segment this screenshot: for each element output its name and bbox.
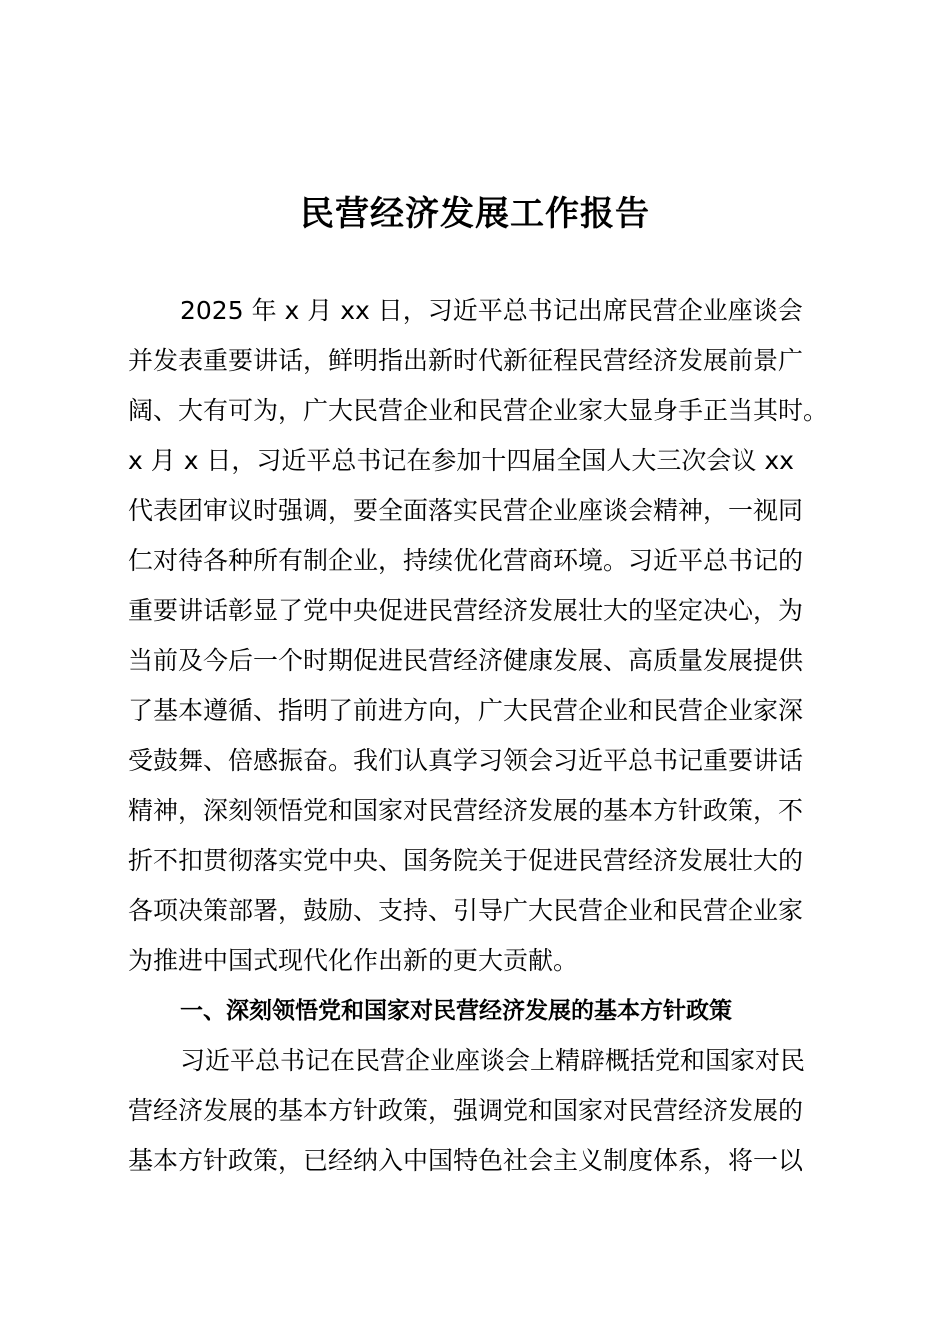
paragraph-line: 当前及今后一个时期促进民营经济健康发展、高质量发展提供 <box>128 646 804 675</box>
paragraph-line: 了基本遵循、指明了前进方向，广大民营企业和民营企业家深 <box>128 696 804 725</box>
paragraph-line: 并发表重要讲话，鲜明指出新时代新征程民营经济发展前景广 <box>128 346 804 375</box>
paragraph-line: 营经济发展的基本方针政策，强调党和国家对民营经济发展的 <box>128 1096 804 1125</box>
paragraph-line: 重要讲话彰显了党中央促进民营经济发展壮大的坚定决心，为 <box>128 596 804 625</box>
paragraph-line: 为推进中国式现代化作出新的更大贡献。 <box>128 946 579 975</box>
document-title: 民营经济发展工作报告 <box>300 194 650 234</box>
paragraph-line: 精神，深刻领悟党和国家对民营经济发展的基本方针政策，不 <box>128 796 804 825</box>
paragraph-line: 受鼓舞、倍感振奋。我们认真学习领会习近平总书记重要讲话 <box>128 746 804 775</box>
paragraph-line: 代表团审议时强调，要全面落实民营企业座谈会精神，一视同 <box>128 496 804 525</box>
paragraph-line: 各项决策部署，鼓励、支持、引导广大民营企业和民营企业家 <box>128 896 804 925</box>
paragraph-line: 基本方针政策，已经纳入中国特色社会主义制度体系，将一以 <box>128 1146 804 1175</box>
section-heading: 一、深刻领悟党和国家对民营经济发展的基本方针政策 <box>180 998 732 1024</box>
paragraph-line: 仁对待各种所有制企业，持续优化营商环境。习近平总书记的 <box>128 546 804 575</box>
paragraph-line: 习近平总书记在民营企业座谈会上精辟概括党和国家对民 <box>180 1046 806 1075</box>
paragraph-line: 2025 年 x 月 xx 日，习近平总书记出席民营企业座谈会 <box>180 296 803 325</box>
paragraph-line: x 月 x 日，习近平总书记在参加十四届全国人大三次会议 xx <box>128 446 794 475</box>
paragraph-line: 阔、大有可为，广大民营企业和民营企业家大显身手正当其时。 <box>128 396 828 425</box>
paragraph-line: 折不扣贯彻落实党中央、国务院关于促进民营经济发展壮大的 <box>128 846 804 875</box>
